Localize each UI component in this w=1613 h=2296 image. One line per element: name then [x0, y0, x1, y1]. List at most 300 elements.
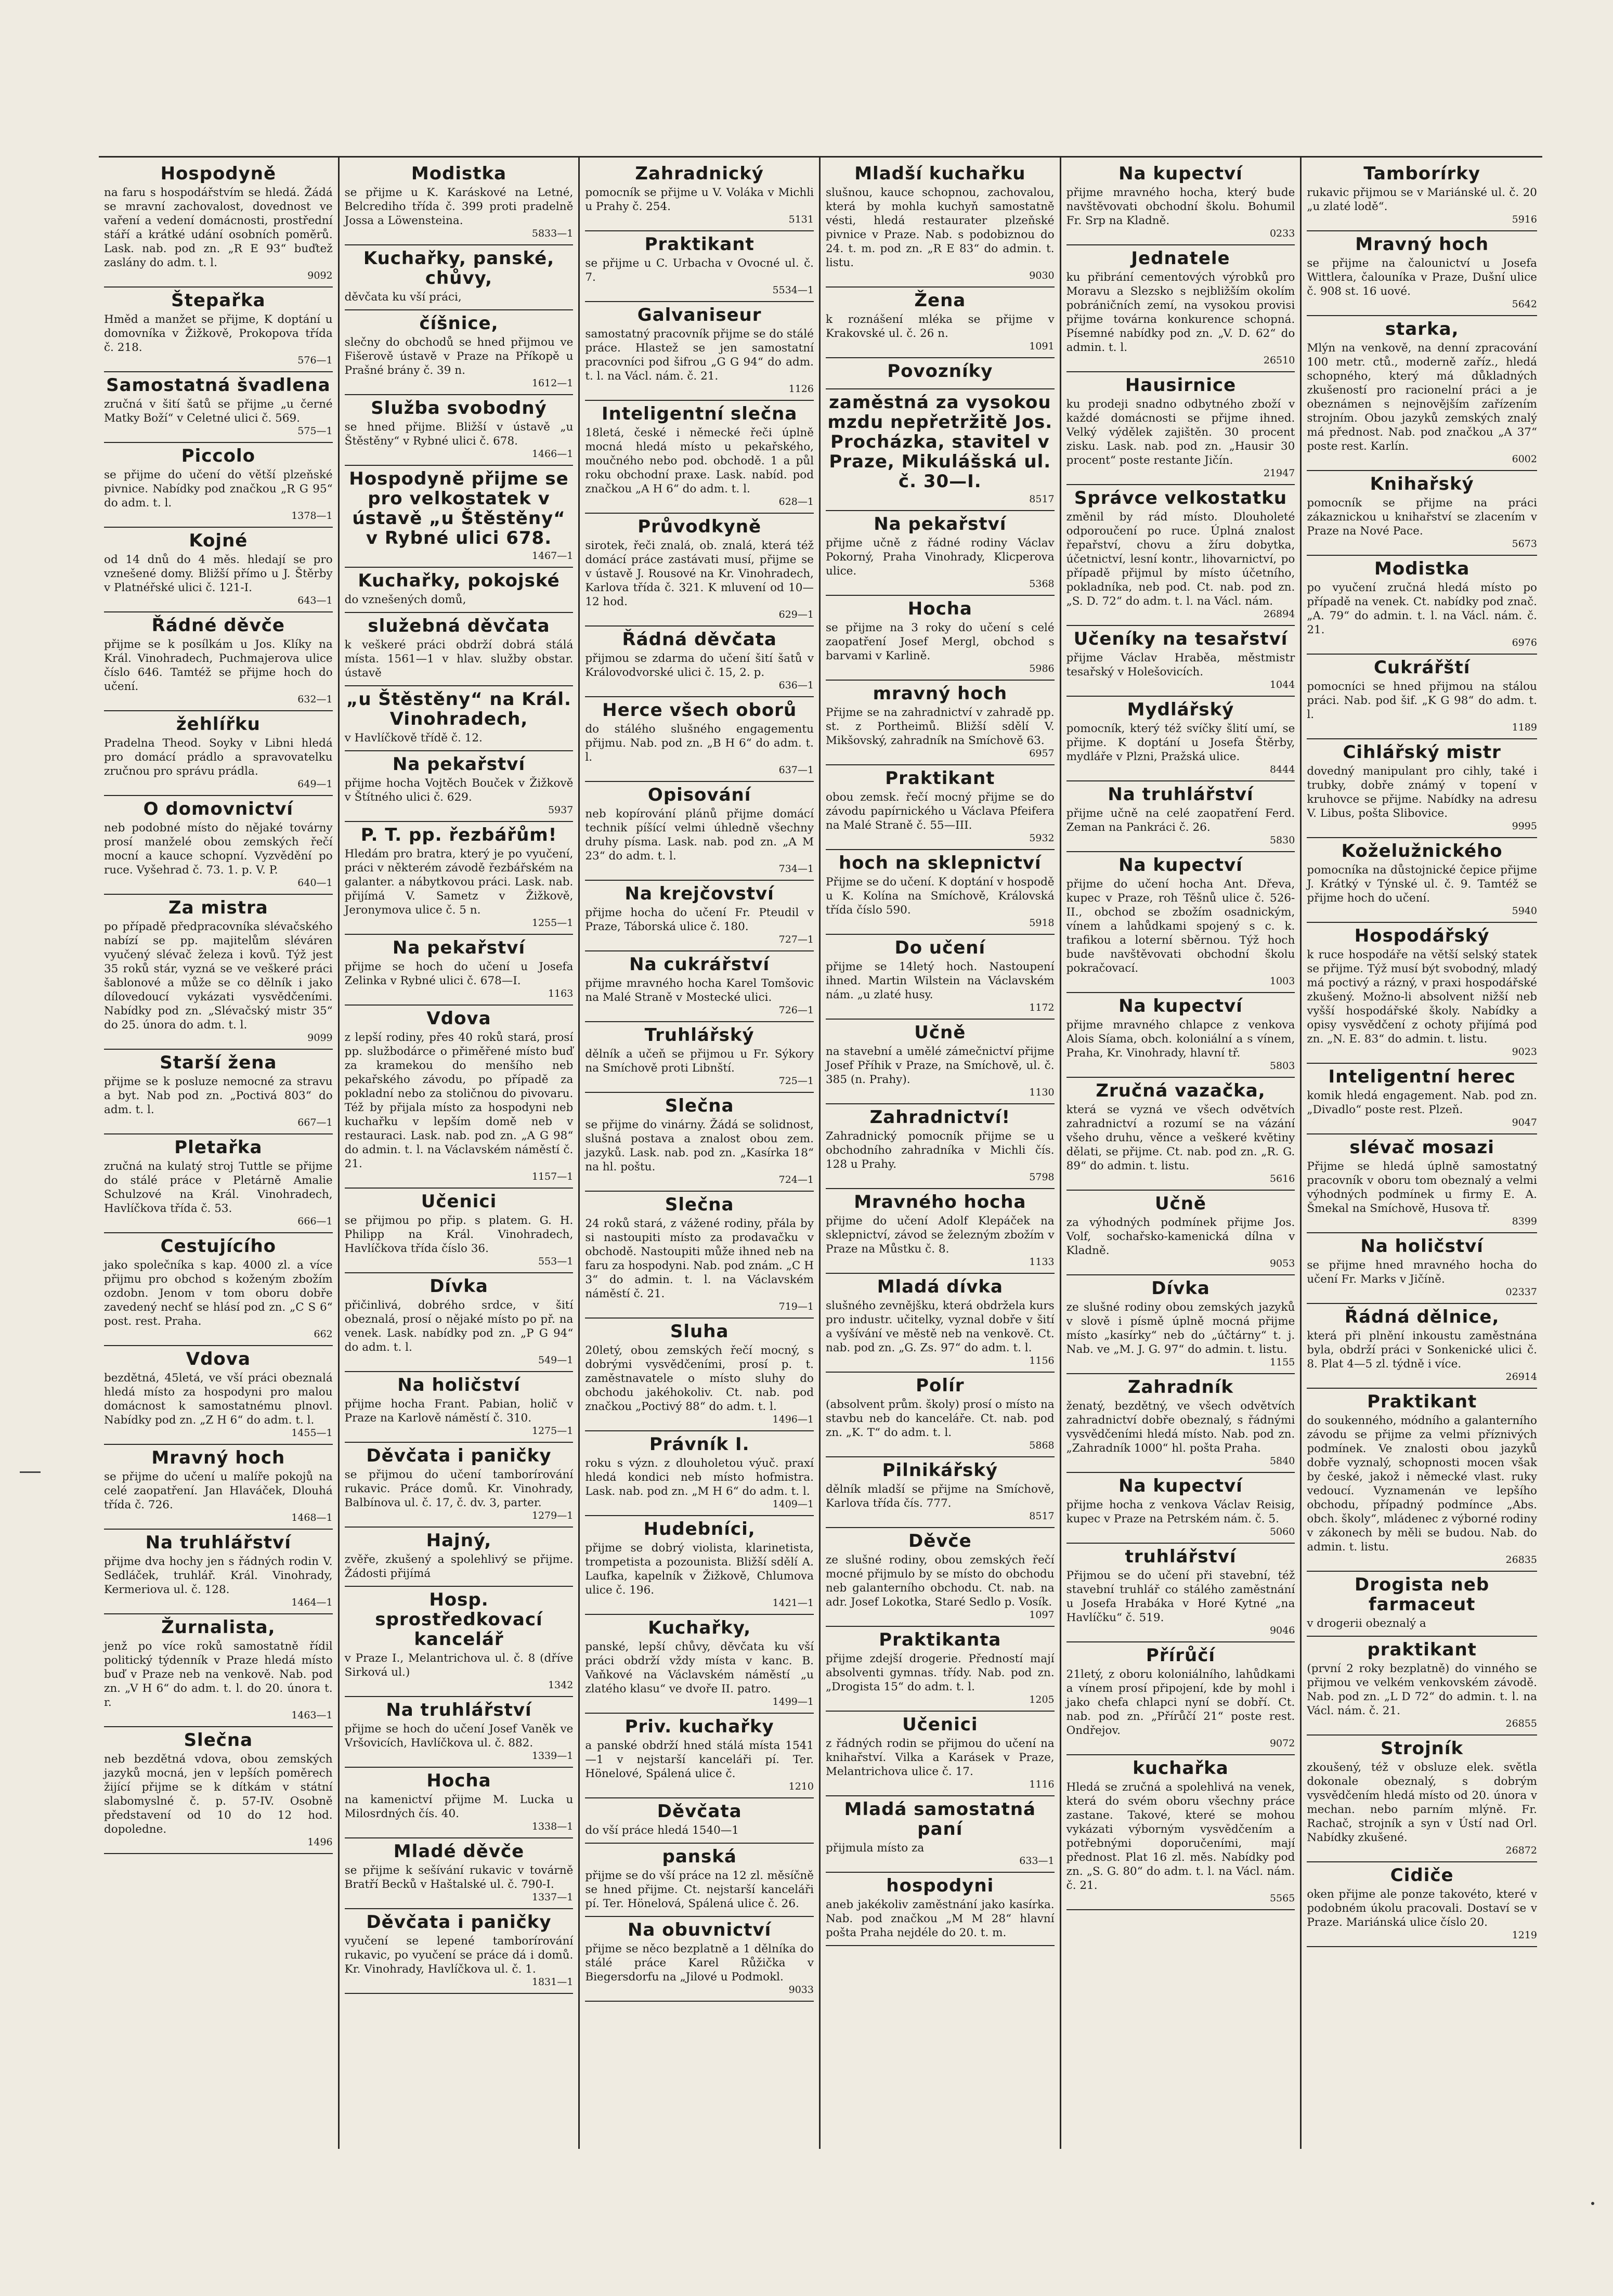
ad-text: se přijme do učení u malíře pokojů na celé zaopatření. Jan Hlaváček, Dlouhá třída č. 726. [104, 1470, 333, 1511]
ad-text: zručná v šití šatů se přijme „u černé Matky Boží“ v Celetné ulici č. 569. [104, 398, 333, 425]
ad-code: 576—1 [297, 355, 333, 366]
classified-ad [585, 401, 814, 514]
ad-heading: Vdova [186, 1349, 251, 1369]
classified-ad [1307, 838, 1537, 923]
ad-code: 8517 [1029, 493, 1055, 505]
ad-text: a panské obdrží hned stálá místa 1541—1 v nejstarší kanceláři pí. Ter. Hönelové, Spálená ulice č. [585, 1739, 814, 1780]
classified-ad [345, 751, 574, 822]
classified-ad [826, 681, 1055, 765]
classified-ad [345, 1006, 574, 1189]
ad-heading: Slečna [665, 1095, 734, 1116]
classified-ad [585, 302, 814, 401]
classified-ad [104, 895, 333, 1050]
ad-code: 9030 [1029, 270, 1055, 281]
ad-text: přijme se 14letý hoch. Nastoupení ihned. Martin Wilstein na Václavském nám. „u zlaté husy. [825, 960, 1055, 1001]
ad-code: 629—1 [778, 609, 814, 620]
ad-text: do vznešených domů, [344, 593, 466, 606]
ad-code: 667—1 [297, 1117, 333, 1128]
classified-ad [345, 1528, 574, 1587]
ad-text: zkoušený, též v obsluze elek. světla dokonale obeznalý, s dobrým vysvědčením hledá místo od 20. února v mechan. nebo parním mlýně. Fr. Rachač, strojník a syn v Ústí nad Orl. Nabídky zkušené. [1307, 1761, 1537, 1844]
ad-code: 1219 [1512, 1929, 1537, 1941]
ad-text: od 14 dnů do 4 měs. hledají se pro vznešené domy. Bližší přímo u J. Štěrby v Platnéřské ulici č. 121-I. [104, 553, 333, 594]
ad-heading: Inteligentní herec [1328, 1066, 1516, 1087]
classified-ad [104, 612, 333, 711]
ad-text: děvčata ku vší práci, [344, 291, 462, 304]
ad-heading: Řádné děvče [151, 615, 285, 636]
ad-text: ku přibrání cementových výrobků pro Moravu a Slezsko s nejbližším okolím pobráničních zemí, na vysokou provisi přijme továrna konkurence schopná. Písemné nabídky pod zn. „V. D. 62“ do admin. t. l. [1066, 271, 1295, 354]
ad-code: 1337—1 [531, 1891, 574, 1903]
ad-heading: Cukrářští [1373, 657, 1471, 678]
ad-text: pomocníka na důstojnické čepice přijme J. Krátký v Týnské ul. č. 9. Tamtéž se přijme hoch do učení. [1307, 864, 1537, 905]
ad-text: po vyučení zručná hledá místo po případě na venek. Ct. nabídky pod znač. „A. 79“ do admin. t. l. na Václ. nám. č. 21. [1307, 581, 1537, 636]
ad-code: 9023 [1512, 1046, 1537, 1058]
ad-text: přijme hocha do učení Fr. Pteudil v Praze, Táborská ulice č. 180. [585, 906, 814, 933]
ad-code: 5534—1 [772, 284, 814, 296]
ad-text: dělník a učeň se přijmou u Fr. Sýkory na Smíchově proti Libnští. [585, 1048, 814, 1075]
ad-code: 5840 [1269, 1455, 1295, 1467]
ad-heading: hospodyni [886, 1875, 994, 1896]
classified-ad [104, 1727, 333, 1854]
ad-text: neb kopírování plánů přijme domácí technik píšící velmi úhledně všechny druhy písma. Lask. nab. pod zn. „A M 23“ do adm. t. l. [585, 807, 814, 863]
ad-code: 9033 [788, 1984, 814, 1995]
ad-heading: Hocha [907, 598, 972, 619]
ad-heading: panská [662, 1846, 737, 1867]
ad-text: na stavební a umělé zámečnictví přijme Josef Příhik v Praze, na Smíchově, ul. č. 385 (n. Prahy). [825, 1045, 1055, 1086]
ad-heading: Priv. kuchařky [625, 1716, 774, 1737]
classified-ad [1066, 1755, 1295, 1910]
ad-heading: Průvodkyně [638, 516, 762, 537]
ad-text: Hledám pro bratra, který je po vyučení, práci v některém závodě řezbářském na galanter. a nábytkovou práci. Lask. nab. přijímá V. Sametz v Žižkově, Jeronymova ulice č. 5 n. [344, 847, 574, 917]
ad-heading: Přírůčí [1146, 1645, 1216, 1666]
ad-heading: Na kupectví [1118, 1476, 1243, 1496]
ad-code: 5616 [1269, 1173, 1295, 1184]
ad-text: samostatný pracovník přijme se do stálé práce. Hlastež se jen samostatní pracovníci pod šifrou „G G 94“ do adm. t. l. na Václ. nám. č. 21. [585, 328, 814, 383]
ad-code: 8517 [1029, 1510, 1055, 1522]
ad-heading: Dívka [430, 1276, 488, 1297]
classified-ad [1066, 1374, 1295, 1473]
classified-ad [1307, 1572, 1537, 1637]
ad-text: změnil by rád místo. Dlouholeté odporoučení po ruce. Úplná znalost řepařství, chovu a žíru dobytka, účetnictví, lesní kontr., lihovarnictví, po případě přijmul by místo účetního, pokladníka, neb pod. Ct. nab. pod zn. „S. D. 72“ do adm. t. l. na Václ. nám. [1066, 511, 1295, 608]
ad-heading: Cestujícího [160, 1236, 277, 1257]
ad-code: 633—1 [1019, 1855, 1055, 1867]
ad-heading: Na kupectví [1118, 855, 1243, 876]
ad-code: 9072 [1269, 1738, 1295, 1749]
ad-text: na faru s hospodářstvím se hledá. Žádá se mravní zachovalost, dovednost ve vaření a vedení domácnosti, prostřední stáří a krátké udání osobních poměrů. Lask. nab. pod zn. „R E 93“ buďtež zaslány do adm. t. l. [104, 186, 333, 269]
ad-heading: Slečna [184, 1730, 253, 1751]
ad-code: 637—1 [778, 764, 814, 776]
classified-ad [1307, 161, 1537, 231]
ad-code: 1133 [1029, 1256, 1055, 1268]
ad-heading: Zručná vazačka, [1096, 1080, 1266, 1101]
ad-heading: Zahradnický [635, 163, 764, 184]
classified-ad [1066, 1078, 1295, 1191]
ad-code: 1130 [1029, 1087, 1055, 1098]
classified-ad [104, 1134, 333, 1233]
classified-ad [1307, 556, 1537, 655]
classified-ad [345, 395, 574, 466]
classified-ad [1066, 245, 1295, 372]
ad-code: 1409—1 [772, 1498, 814, 1510]
classified-ad [104, 796, 333, 895]
ad-text: ku prodeji snadno odbytného zboží v každé domácnosti se přijme ihned. Velký výdělek zajištěn. 30 procent zisku. Lask. nab. pod zn. „Hausir 30 procent“ poste restante Jičín. [1066, 398, 1295, 467]
classified-ad [826, 1796, 1055, 1873]
classified-ad [1307, 1736, 1537, 1862]
ad-heading: mravný hoch [873, 683, 1008, 704]
ad-text: v Praze I., Melantrichova ul. č. 8 (dříve Sirková ul.) [344, 1652, 574, 1679]
ad-heading: Praktikant [1367, 1391, 1477, 1412]
ad-code: 9099 [307, 1032, 333, 1043]
ad-code: 5932 [1029, 832, 1055, 844]
ad-code: 719—1 [778, 1301, 814, 1312]
classified-ad [585, 1192, 814, 1319]
ad-heading: Na truhlářství [1108, 784, 1254, 805]
ad-heading: Cidiče [1390, 1865, 1454, 1886]
ad-heading: Mladá dívka [877, 1276, 1003, 1297]
ad-code: 628—1 [778, 496, 814, 507]
ad-heading: Děvče [908, 1531, 972, 1551]
classified-ad [345, 245, 574, 310]
classified-ad [104, 1346, 333, 1445]
ad-code: 0233 [1269, 228, 1295, 239]
ad-code: 1003 [1269, 975, 1295, 987]
ad-text: přijme hocha Vojtěch Bouček v Žižkově v Štítného ulici č. 629. [344, 777, 574, 804]
ad-text: sirotek, řeči znalá, ob. znalá, která též domácí práce zastávati musí, přijme se v ústavě J. Rousové na Kr. Vinohradech, Karlova třída č. 321. K mluvení od 10—12 hod. [585, 539, 814, 608]
ad-column [99, 158, 340, 2149]
ad-text: přijme hocha z venkova Václav Reisig, kupec v Praze na Petrském nám. č. 5. [1066, 1498, 1295, 1525]
classified-ad [585, 1615, 814, 1714]
ad-code: 1378—1 [291, 510, 333, 521]
classified-ad [1307, 1233, 1537, 1304]
ad-heading: Praktikanta [879, 1629, 1001, 1650]
classified-ad [585, 1093, 814, 1192]
ad-heading: Opisování [647, 785, 751, 805]
ad-heading: Zahradnictví! [869, 1107, 1011, 1128]
ad-text: se přijmou do učení tamborírování rukavic. Práce domů. Kr. Vinohrady, Balbínova ul. č. 17, č. dv. 3, parter. [344, 1468, 574, 1509]
ad-text: slečny do obchodů se hned přijmou ve Fišerově ústavě v Praze na Příkopě u Prašné brány č. 39 n. [344, 336, 574, 377]
ad-heading: zaměstná za vysokou mzdu nepřetržitě Jos. Procházka, stavitel v Praze, Mikulášská ul. č. 30—I. [827, 392, 1053, 492]
classified-ad [345, 1587, 574, 1697]
ad-code: 5830 [1269, 834, 1295, 846]
classified-ad [826, 1020, 1055, 1104]
ad-code: 1339—1 [531, 1750, 574, 1762]
classified-ad [104, 161, 333, 288]
ad-code: 1044 [1269, 679, 1295, 690]
ad-text: se přijme u K. Karáskové na Letné, Belcrediho třída č. 399 proti pradelně Jossa a Löwensteina. [344, 186, 574, 227]
ad-text: se přijme u C. Urbacha v Ovocné ul. č. 7. [585, 257, 814, 284]
ad-code: 26894 [1263, 608, 1295, 620]
ad-heading: O domovnictví [143, 799, 294, 819]
ad-heading: Hocha [426, 1770, 491, 1791]
ad-text: Hledá se zručná a spolehlivá na venek, která do svém oboru všechny práce zastane. Takové, které se mohou vykázati výborným vysvědčením a potřebnými doporučeními, mají přednost. Plat 16 zl. měs. Nabídky pod zn. „S. G. 80“ do adm. t. l. na Václ. nám. č. 21. [1066, 1781, 1295, 1892]
ad-text: ze slušné rodiny obou zemských jazyků v slově i písmě úplně mocná přijme místo „kasírky“ neb do „účtárny“ t. j. Nab. ve „M. J. G. 97“ do admin. t. listu. [1066, 1301, 1295, 1356]
ad-heading: Polír [916, 1375, 965, 1396]
ad-heading: kuchařka [1133, 1758, 1229, 1779]
classified-ad [1066, 485, 1295, 626]
classified-ad [585, 1516, 814, 1615]
ad-heading: Kuchařky, panské, chůvy, [363, 248, 555, 289]
ad-text: ze slušné rodiny, obou zemských řečí mocné přijmulo by se místo do obchodu neb galanterního obchodu. Ct. nab. na adr. Josef Lokotka, Staré Sedlo p. Vosík. [825, 1554, 1055, 1609]
ad-heading: Mladší kuchařku [854, 163, 1026, 184]
ad-heading: Zahradník [1127, 1377, 1234, 1398]
ad-heading: Řádná dělnice, [1344, 1307, 1500, 1327]
ad-text: Mlýn na venkově, na denní zpracování 100 metr. ctů., moderně zaříz., hledá schopného, který má důkladných zkušeností pro racionelní práci a je obeznámen s nejnovějším zařízením strojním. Obou jazyků zemských znalý má přednost. Nab. pod značkou „A 37“ poste rest. Karlín. [1307, 342, 1537, 453]
classified-ad [1307, 1064, 1537, 1134]
ad-heading: Na holičství [1360, 1236, 1484, 1257]
ad-text: přijme se do vší práce na 12 zl. měsíčně se hned přijme. Ct. nejstarší kanceláři pí. Ter. Hönelová, Spálená ulice č. 26. [585, 1869, 814, 1910]
ad-text: 20letý, obou zemských řečí mocný, s dobrými vysvědčeními, prosí p. t. zaměstnavatele o místo sluhy do obchodu jakéhokoliv. Ct. nab. pod značkou „Poctivý 88“ do adm. t. l. [585, 1344, 814, 1413]
ad-text: pomocník se přijme u V. Voláka v Michli u Prahy č. 254. [585, 186, 814, 213]
ad-heading: Inteligentní slečna [602, 403, 798, 424]
classified-ad [1307, 1637, 1537, 1736]
ad-code: 1499—1 [772, 1696, 814, 1707]
ad-text: se přijme na 3 roky do učení s celé zaopatření Josef Mergl, obchod s barvami v Karlině. [825, 621, 1055, 662]
ad-heading: Do učení [894, 937, 986, 958]
classified-ad [585, 1431, 814, 1516]
ad-code: 1156 [1029, 1355, 1055, 1366]
ad-code: 5368 [1029, 578, 1055, 590]
ad-code: 5673 [1512, 538, 1537, 550]
classified-ad [104, 372, 333, 443]
classified-ad [585, 161, 814, 231]
ad-code: 5833—1 [531, 228, 574, 239]
ad-code: 1496—1 [772, 1414, 814, 1425]
ad-code: 9995 [1512, 820, 1537, 832]
classified-ad [104, 1233, 333, 1346]
ad-text: přijme mravného chlapce z venkova Alois Síama, obch. koloniální a s vínem, Praha, Kr. Vinohrady, hlavní tř. [1066, 1019, 1295, 1060]
margin-mark [20, 1471, 41, 1473]
classified-ad [1066, 1191, 1295, 1275]
ad-code: 26855 [1505, 1718, 1537, 1729]
ad-heading: Hosp. sprostředkovací kancelář [375, 1589, 543, 1650]
ad-heading: Pilnikářský [882, 1460, 998, 1481]
ad-heading: Slečna [665, 1194, 734, 1215]
ad-heading: Mravného hocha [854, 1192, 1026, 1212]
ad-heading: Učenici [902, 1714, 978, 1735]
ad-heading: Kuchařky, pokojské [358, 570, 560, 591]
classified-ad [826, 1528, 1055, 1627]
ad-text: obou zemsk. řečí mocný přijme se do závodu papírnického u Václava Pfeifera na Malé Straně č. 55—III. [825, 791, 1055, 832]
ad-text: neb podobné místo do nějaké továrny prosí manželé obou zemských řečí mocní a kauce schopní. Vyzvědění po ruce. Vyšehrad č. 73. 1. p. V. P. [104, 821, 333, 877]
ad-code: 1464—1 [291, 1597, 333, 1608]
ad-code: 02337 [1505, 1286, 1537, 1298]
ad-text: neb bezdětná vdova, obou zemských jazyků mocná, jen v lepších poměrech žijící přijme se k dítkám v státní slabomyslné č. p. 57-IV. Osobně představení od 10 do 12 hod. dopoledne. [104, 1753, 333, 1836]
classified-ad [585, 697, 814, 782]
ad-code: 1463—1 [291, 1710, 333, 1721]
ad-text: zvěře, zkušený a spolehlivý se přijme. Žádosti přijímá [344, 1553, 574, 1580]
ad-text: pomocník, který též svíčky šlití umí, se přijme. K doptání u Josefa Štěrby, mydláře v Plzni, Pražská ulice. [1066, 722, 1295, 763]
ad-code: 649—1 [297, 778, 333, 790]
ad-text: slušného zevnějšku, která obdržela kurs pro industr. učitelky, vyznal dobře v šití a vyšívání ve městě neb na venkově. Ct. nab. pod zn. „G. Zs. 97“ do adm. t. l. [825, 1299, 1055, 1354]
ad-code: 26835 [1505, 1554, 1537, 1566]
ad-text: k ruce hospodáře na větší selský statek se přijme. Týž musí být svobodný, mladý má poctivý a rázný, v praxi hospodářské zkušený. Možno-li absolvent nižší neb vyšší hospodářské školy. Nabídky a opisy vysvědčení z ochoty přijímá pod zn. „N. E. 83“ do admin. t. listu. [1307, 948, 1537, 1046]
ad-code: 1468—1 [291, 1512, 333, 1523]
classified-ad [1066, 161, 1295, 245]
classified-ad [826, 1104, 1055, 1189]
classified-ad [585, 231, 814, 302]
ad-heading: Dívka [1151, 1278, 1210, 1299]
ad-text: přijme se něco bezplatně a 1 dělníka do stálé práce Karel Růžička v Biegersdorfu na „Jilové u Podmokl. [585, 1942, 814, 1984]
classified-ad [826, 850, 1055, 935]
ad-heading: Drogista neb farmaceut [1355, 1574, 1490, 1615]
classified-ad [104, 443, 333, 528]
classified-ad [104, 711, 333, 796]
ad-text: komik hledá engagement. Nab. pod zn. „Divadlo“ poste rest. Plzeň. [1307, 1089, 1537, 1116]
ad-text: se přijme hned mravného hocha do učení Fr. Marks v Jičíně. [1307, 1259, 1537, 1286]
ad-text: se přijme na čalounictví u Josefa Wittlera, čalouníka v Praze, Dušní ulice č. 908 st. 16 uové. [1307, 257, 1537, 298]
ad-heading: Za mistra [168, 897, 268, 918]
classified-ad [1066, 626, 1295, 697]
ad-code: 5918 [1029, 917, 1055, 929]
ad-code: 636—1 [778, 680, 814, 691]
ad-code: 1155 [1269, 1356, 1295, 1368]
ad-heading: Hudebníci, [643, 1519, 756, 1540]
ad-code: 1172 [1029, 1002, 1055, 1013]
ad-code: 727—1 [778, 934, 814, 945]
ad-text: přijme Václav Hraběa, městmistr tesařský v Holešovicích. [1066, 651, 1295, 679]
ad-column [1302, 158, 1542, 2149]
ad-heading: žehlířku [176, 714, 261, 735]
classified-ad [585, 782, 814, 881]
classified-ad [104, 1445, 333, 1530]
classified-ad [826, 1873, 1055, 1946]
ad-heading: Knihařský [1370, 474, 1474, 494]
ad-text: slušnou, kauce schopnou, zachovalou, která by mohla kuchyň samostatně vésti, hledá restaurater plzeňské pivnice v Praze. Nab. s podobiznou do 24. t. m. pod zn. „R E 83“ do admin. t. listu. [825, 186, 1055, 269]
ad-text: přijme se hoch do učení u Josefa Zelinka v Rybné ulici č. 678—I. [344, 960, 574, 987]
ad-code: 726—1 [778, 1004, 814, 1016]
ad-text: po případě předpracovníka slévačského nabízí se pp. majitelům sléváren vyučený slévač železa i kovů. Týž jest 35 roků stár, vyzná se ve veškeré práci šablonové a může se co dělník i jako dílovedoucí vykázati vysvědčeními. Nabídky pod zn. „Slévačský mistr 35“ do 25. února do adm. t. l. [104, 920, 333, 1032]
ad-text: přijme zdejší drogerie. Předností mají absolventi gymnas. třídy. Nab. pod zn. „Drogista 15“ do adm. t. l. [825, 1652, 1055, 1693]
ad-text: se hned přijme. Bližší v ústavě „u Štěstěny“ v Rybné ulici č. 678. [344, 421, 574, 448]
ad-code: 6976 [1512, 637, 1537, 648]
ad-code: 5131 [788, 214, 814, 225]
ad-code: 5986 [1029, 663, 1055, 674]
ad-heading: Učně [1154, 1193, 1206, 1214]
ad-text: (absolvent prům. školy) prosí o místo na stavbu neb do kanceláře. Ct. nab. pod zn. „K. T“ do adm. t. l. [825, 1398, 1055, 1439]
ad-text: na kamenictví přijme M. Lucka u Milosrdných čís. 40. [344, 1793, 574, 1820]
ad-code: 1421—1 [772, 1597, 814, 1609]
ad-code: 1116 [1029, 1779, 1055, 1790]
ad-column [821, 158, 1061, 2149]
ad-heading: Hospodářský [1354, 925, 1490, 946]
ad-heading: Mravný hoch [151, 1447, 285, 1468]
classified-ad [1307, 1134, 1537, 1233]
ad-heading: truhlářství [1125, 1546, 1237, 1567]
ad-code: 5916 [1512, 214, 1537, 225]
classified-ad [826, 765, 1055, 850]
classified-ad [585, 1844, 814, 1917]
classified-ad [1307, 1304, 1537, 1389]
ad-heading: Na truhlářství [145, 1532, 291, 1553]
ad-code: 1275—1 [531, 1425, 574, 1437]
ad-text: se přijme k sešívání rukavic v továrně Bratří Becků v Haštalské ul. č. 790-I. [344, 1864, 574, 1891]
classified-ad [826, 288, 1055, 358]
ad-code: 8444 [1269, 764, 1295, 775]
ad-text: přičinlivá, dobrého srdce, v šití obeznalá, prosí o nějaké místo po př. na venek. Lask. nabídky pod zn. „P G 94“ do adm. t. l. [344, 1299, 574, 1354]
ad-code: 1831—1 [531, 1976, 574, 1988]
ad-text: přijme dva hochy jen s řádných rodin V. Sedláček, truhlář. Král. Vinohrady, Kermeriova ul. č. 128. [104, 1555, 333, 1596]
classified-ad [585, 951, 814, 1022]
ad-heading: Na obuvnictví [627, 1920, 772, 1940]
ad-heading: Piccolo [181, 446, 255, 466]
ad-heading: Služba svobodný [371, 398, 547, 419]
ad-heading: Žena [914, 290, 966, 311]
classified-ad [345, 822, 574, 935]
ad-text: k roznášení mléka se přijme v Krakovské ul. č. 26 n. [825, 313, 1055, 340]
classified-ad [826, 389, 1055, 511]
ad-heading: Pletařka [174, 1137, 263, 1158]
ad-text: ženatý, bezdětný, ve všech odvětvích zahradnictví dobře obeznalý, s řádnými vysvědčeními hledá místo. Nab. pod zn. „Zahradník 1000“ hl. pošta Praha. [1066, 1400, 1295, 1455]
ad-text: přijme hocha Frant. Pabian, holič v Praze na Karlově náměstí č. 310. [344, 1398, 574, 1425]
ad-text: která při plnění inkoustu zaměstnána byla, obdrží práci v Sonkenické ulici č. 8. Plat 4—5 zl. týdně i více. [1307, 1329, 1537, 1371]
classified-ad [1307, 923, 1537, 1064]
ad-code: 9047 [1512, 1117, 1537, 1128]
classified-ad [104, 288, 333, 372]
ad-text: zručná na kulatý stroj Tuttle se přijme do stálé práce v Pletárně Amalie Schulzové na Král. Vinohradech, Havlíčkova třída č. 53. [104, 1160, 333, 1215]
ad-text: oken přijme ale ponze takovéto, které v podobném úkolu pracovali. Dostaví se v Praze. Mariánská ulice číslo 20. [1307, 1888, 1537, 1929]
ad-heading: Na pekařství [874, 514, 1007, 534]
ad-heading: Starší žena [160, 1052, 277, 1073]
ad-text: přijme se hoch do učení Josef Vaněk ve Vršovicích, Havlíčkova ul. č. 882. [344, 1723, 574, 1750]
ad-code: 1338—1 [531, 1821, 574, 1832]
ad-column [1061, 158, 1302, 2149]
ad-heading: Na krejčovství [625, 883, 774, 904]
ad-text: za výhodných podmínek přijme Jos. Volf, sochařsko-kamenická dílna v Kladně. [1066, 1216, 1295, 1257]
ad-text: jako společníka s kap. 4000 zl. a více přijmu pro obchod s koženým zbožím ozdobn. Jenom v tom oboru dobře zavedený nechť se hlásí pod zn. „C S 6“ post. rest. Praha. [104, 1259, 333, 1328]
ad-text: přijme do učení hocha Ant. Dřeva, kupec v Praze, roh Těšnů ulice č. 526-II., obchod se zbožím osadnickým, vínem a lahůdkami spojený s c. k. trafikou a loterní sběrnou. Týž hoch bude navštěvovati obchodní školu pokračovací. [1066, 878, 1295, 975]
ad-text: se přijme do vinárny. Žádá se solidnost, slušná postava a znalost obou zem. jazyků. Lask. nab. pod zn. „Kasírka 18“ na hl. poštu. [585, 1118, 814, 1173]
classified-ad [826, 1712, 1055, 1796]
ad-text: Zahradnický pomocník přijme se u obchodního zahradníka v Michli čís. 128 u Prahy. [825, 1130, 1055, 1171]
classified-ad [104, 1614, 333, 1727]
ad-code: 9092 [307, 270, 333, 281]
ad-text: Přijme se na zahradnictví v zahradě pp. st. z Portheimů. Bližší sdělí V. Mikšovský, zahradník na Smíchově 63. [825, 706, 1055, 747]
ad-heading: Vdova [426, 1008, 491, 1029]
ad-text: jenž po více roků samostatně řídil politický týdenník v Praze hledá místo buď v Praze neb na venkově. Nab. pod zn. „V H 6“ do adm. t. l. do 20. února t. r. [104, 1640, 333, 1709]
ad-heading: Kojné [189, 530, 248, 551]
ad-code: 5940 [1512, 905, 1537, 917]
ad-code: 1091 [1029, 341, 1055, 352]
ad-column [340, 158, 580, 2149]
ad-heading: Cihlářský mistr [1343, 742, 1501, 763]
ad-text: 18letá, české i německé řeči úplně mocná hledá místo u pekařského, moučného nebo pod. obchodě. 1 a půl roku obchodní praxe. Lask. nabíd. pod značkou „A H 6“ do adm. t. l. [585, 426, 814, 495]
ad-code: 1097 [1029, 1609, 1055, 1621]
ad-code: 1205 [1029, 1694, 1055, 1705]
ad-text: přijmou se zdarma do učení šití šatů v Královodvorské ulici č. 15, 2. p. [585, 652, 814, 679]
classified-ad [585, 1917, 814, 2002]
ad-heading: Žurnalista, [161, 1617, 276, 1638]
classified-ad [826, 1627, 1055, 1712]
classified-ad [826, 596, 1055, 681]
ad-column [580, 158, 821, 2149]
ad-text: přijme mravného hocha Karel Tomšovic na Malé Straně v Mostecké ulici. [585, 977, 814, 1004]
ad-heading: starka, [1385, 319, 1459, 340]
ad-code: 643—1 [297, 595, 333, 606]
ad-code: 5642 [1512, 298, 1537, 310]
classified-ad [1066, 781, 1295, 852]
classified-ad [826, 358, 1055, 389]
ad-code: 9053 [1269, 1258, 1295, 1269]
classified-ad [826, 1373, 1055, 1457]
ad-heading: Povozníky [887, 361, 993, 382]
classified-ad [345, 935, 574, 1006]
classified-ad [585, 1319, 814, 1431]
ad-text: která se vyzná ve všech odvětvích zahradnictví a rozumí se na vázání všeho druhu, věnce a veškeré květiny dělati, se přijme. Ct. nab. pod zn. „R. G. 89“ do admin. t. listu. [1066, 1103, 1295, 1172]
ad-text: rukavic přijmou se v Mariánské ul. č. 20 „u zlaté lodě“. [1307, 186, 1537, 213]
ad-text: z lepší rodiny, přes 40 roků stará, prosí pp. službodárce o přiměřené místo buď za kramekou do menšího neb pekařského závodu, po případě za pokladní nebo za stoličnou do pivovaru. Též by přijala místo za hospodyni neb kuchařku v lepším domě neb v restauraci. Lask. nab. pod zn. „A G 98“ do admin. t. l. na Václavském náměstí č. 21. [344, 1031, 574, 1170]
ad-text: Hměd a manžet se přijme, K doptání u domovníka v Žižkově, Prokopova třída č. 218. [104, 313, 333, 354]
classified-ad [585, 1714, 814, 1798]
classified-ad [826, 1189, 1055, 1274]
